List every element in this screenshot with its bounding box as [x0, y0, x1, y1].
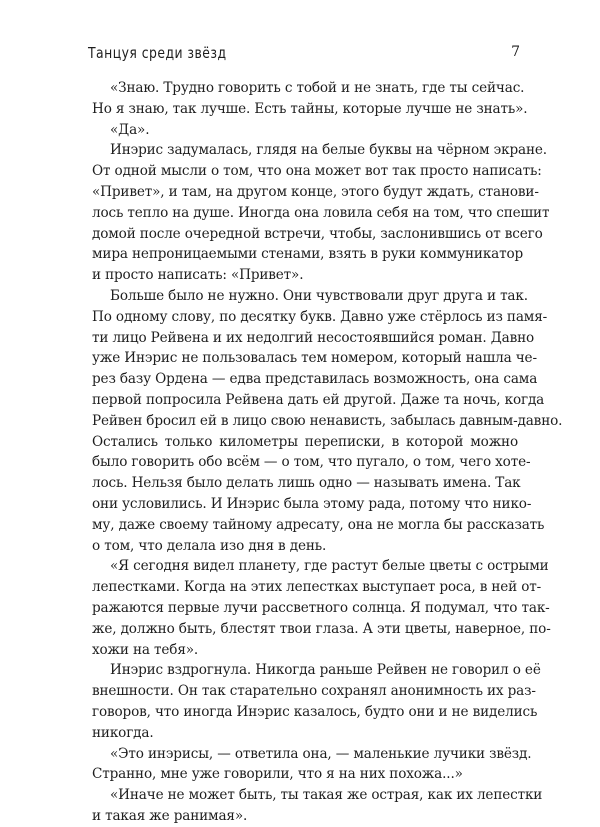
text-line: рез базу Ордена — едва представилась возможность, она сама [92, 371, 538, 388]
text-line: Странно, мне уже говорили, что я на них похожа...» [92, 766, 463, 783]
running-header [88, 44, 520, 68]
text-line: лось. Нельзя было делать лишь одно — называть имена. Так [92, 475, 521, 492]
text-line: же, должно быть, блестят твои глаза. А эти цветы, наверное, по- [92, 620, 551, 637]
text-line: Но я знаю, так лучше. Есть тайны, которые лучше не знать». [92, 100, 528, 117]
page-number: 7 [511, 44, 520, 60]
text-line: мира непроницаемыми стенами, взять в руки коммуникатор [92, 246, 524, 263]
text-line: лепестками. Когда на этих лепестках выступает роса, в ней от- [92, 579, 542, 596]
text-line: внешности. Он так старательно сохранял анонимность их раз- [92, 683, 536, 700]
text-line: о том, что делала изо дня в день. [92, 537, 327, 554]
text-line: По одному слову, по десятку букв. Давно уже стёрлось из памя- [92, 308, 548, 325]
text-line: хожи на тебя». [92, 641, 199, 658]
text-line: лось тепло на душе. Иногда она ловила себя на том, что спешит [92, 204, 550, 221]
text-line: Инэрис задумалась, глядя на белые буквы на чёрном экране. [110, 142, 547, 159]
text-line: Остались только километры переписки, в которой можно [92, 433, 518, 450]
text-line: «Привет», и там, на другом конце, этого будут ждать, станови- [92, 183, 539, 200]
text-line: ражаются первые лучи рассветного солнца. Я подумал, что так- [92, 599, 550, 616]
text-line: «Знаю. Трудно говорить с тобой и не знать, где ты сейчас. [110, 80, 525, 96]
text-line: они условились. И Инэрис была этому рада, потому что нико- [92, 495, 532, 512]
text-line: «Это инэрисы, — ответила она, — маленькие лучики звёзд. [110, 745, 532, 762]
text-line: «Иначе не может быть, ты такая же острая, как их лепестки [110, 787, 543, 804]
text-line: Больше было не нужно. Они чувствовали друг друга и так. [110, 287, 528, 304]
text-line: му, даже своему тайному адресату, она не могла бы рассказать [92, 516, 545, 533]
book-title: Танцуя среди звёзд [88, 44, 227, 62]
text-line: Инэрис вздрогнула. Никогда раньше Рейвен не говорил о её [110, 662, 541, 679]
text-line: От одной мысли о том, что она может вот так просто написать: [92, 163, 542, 180]
text-line: было говорить обо всём — о том, что пугало, о том, чего хоте- [92, 454, 531, 471]
text-line: первой попросила Рейвена дать ей другой. Даже та ночь, когда [92, 391, 545, 408]
text-line: говоров, что иногда Инэрис казалось, будто они и не виделись [92, 703, 538, 720]
text-line: и такая же ранимая». [92, 807, 248, 824]
text-line: уже Инэрис не пользовалась тем номером, который нашла че- [92, 350, 537, 367]
body-text [92, 78, 563, 827]
text-line: домой после очередной встречи, чтобы, заслонившись от всего [92, 225, 543, 242]
text-line: Рейвен бросил ей в лицо свою ненависть, забылась давным-давно. [92, 412, 563, 429]
text-line: «Я сегодня видел планету, где растут белые цветы с острыми [110, 558, 549, 575]
text-line: ти лицо Рейвена и их недолгий несостоявшийся роман. Давно [92, 329, 535, 346]
text-line: никогда. [92, 724, 154, 741]
text-line: и просто написать: «Привет». [92, 267, 304, 284]
text-line: «Да». [110, 121, 150, 138]
